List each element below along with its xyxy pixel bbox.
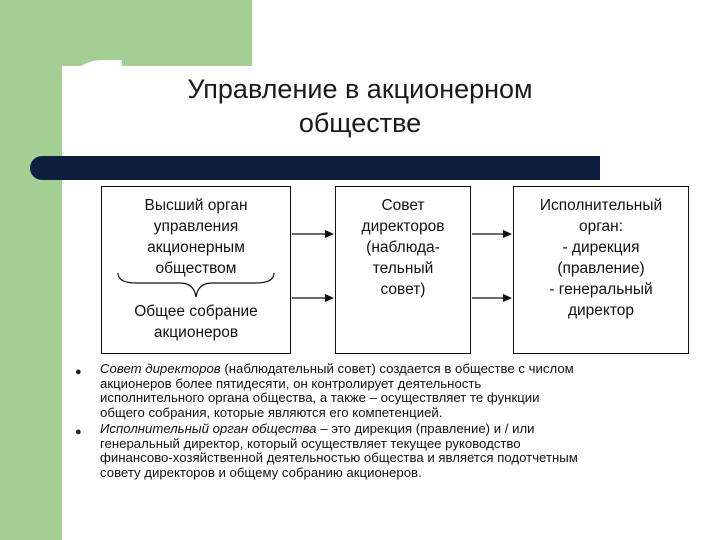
box-line: Совет xyxy=(381,197,425,214)
box-executive-body xyxy=(513,186,689,354)
bullet-list xyxy=(74,362,694,482)
title-divider-bar xyxy=(30,156,600,180)
box-board-of-directors xyxy=(335,186,471,354)
arrow-right-icon xyxy=(292,228,336,240)
box-line: директоров xyxy=(361,218,445,235)
bullet-line: – это дирекция (правление) и / или xyxy=(316,421,535,436)
box-line: акционерным xyxy=(147,239,245,256)
bullet-line: исполнительного органа общества, а также – осуществляет те функции xyxy=(100,390,540,405)
box-line: - дирекция xyxy=(562,239,640,256)
bullet-icon: ● xyxy=(75,426,82,438)
box-line: орган: xyxy=(578,218,624,235)
box-line: Общее собрание xyxy=(134,303,258,320)
title-line-1: Управление в акционерном xyxy=(187,74,533,104)
arrow-right-icon xyxy=(472,228,514,240)
box-line: обществом xyxy=(155,260,237,277)
box-line: - генеральный xyxy=(549,281,653,298)
bullet-line: общего собрания, которые являются его компетенцией. xyxy=(100,404,443,420)
box-line: акционеров xyxy=(153,324,239,341)
box-line: Высший орган xyxy=(144,197,248,214)
title-line-2: обществе xyxy=(298,108,422,138)
bullet-line: акционеров более пятидесяти, он контролирует деятельность xyxy=(100,375,482,391)
bullet-line: совету директоров и общему собранию акционеров. xyxy=(100,464,422,480)
box-general-meeting-label xyxy=(102,301,290,343)
bullet-text xyxy=(100,362,694,420)
box-line: директор xyxy=(567,302,635,319)
bullet-line: генеральный директор, который осуществляет текущее руководство xyxy=(100,435,521,451)
arrow-right-icon xyxy=(472,292,514,304)
bullet-term: Совет директоров xyxy=(100,361,221,376)
bullet-term: Исполнительный орган общества xyxy=(100,421,317,436)
curly-brace-icon xyxy=(116,271,276,301)
bullet-icon: ● xyxy=(75,366,82,378)
decor-green-left xyxy=(0,0,62,540)
slide-title xyxy=(140,72,580,140)
arrow-right-icon xyxy=(292,292,336,304)
box-line: тельный xyxy=(372,260,434,277)
box-line: совет) xyxy=(380,281,426,298)
box-line: Исполнительный xyxy=(539,197,663,214)
bullet-text xyxy=(100,422,694,480)
box-line: (правление) xyxy=(557,260,645,277)
bullet-line: (наблюдательный совет) создается в обществе с числом xyxy=(220,361,574,376)
box-supreme-body xyxy=(101,186,291,354)
bullet-line: финансово-хозяйственной деятельностью общества и является подотчетным xyxy=(100,450,578,465)
box-line: (наблюда- xyxy=(366,239,440,256)
box-supreme-body-label xyxy=(102,195,290,279)
box-line: управления xyxy=(153,218,239,235)
list-item xyxy=(74,422,694,480)
decor-corner xyxy=(62,60,122,120)
list-item xyxy=(74,362,694,420)
